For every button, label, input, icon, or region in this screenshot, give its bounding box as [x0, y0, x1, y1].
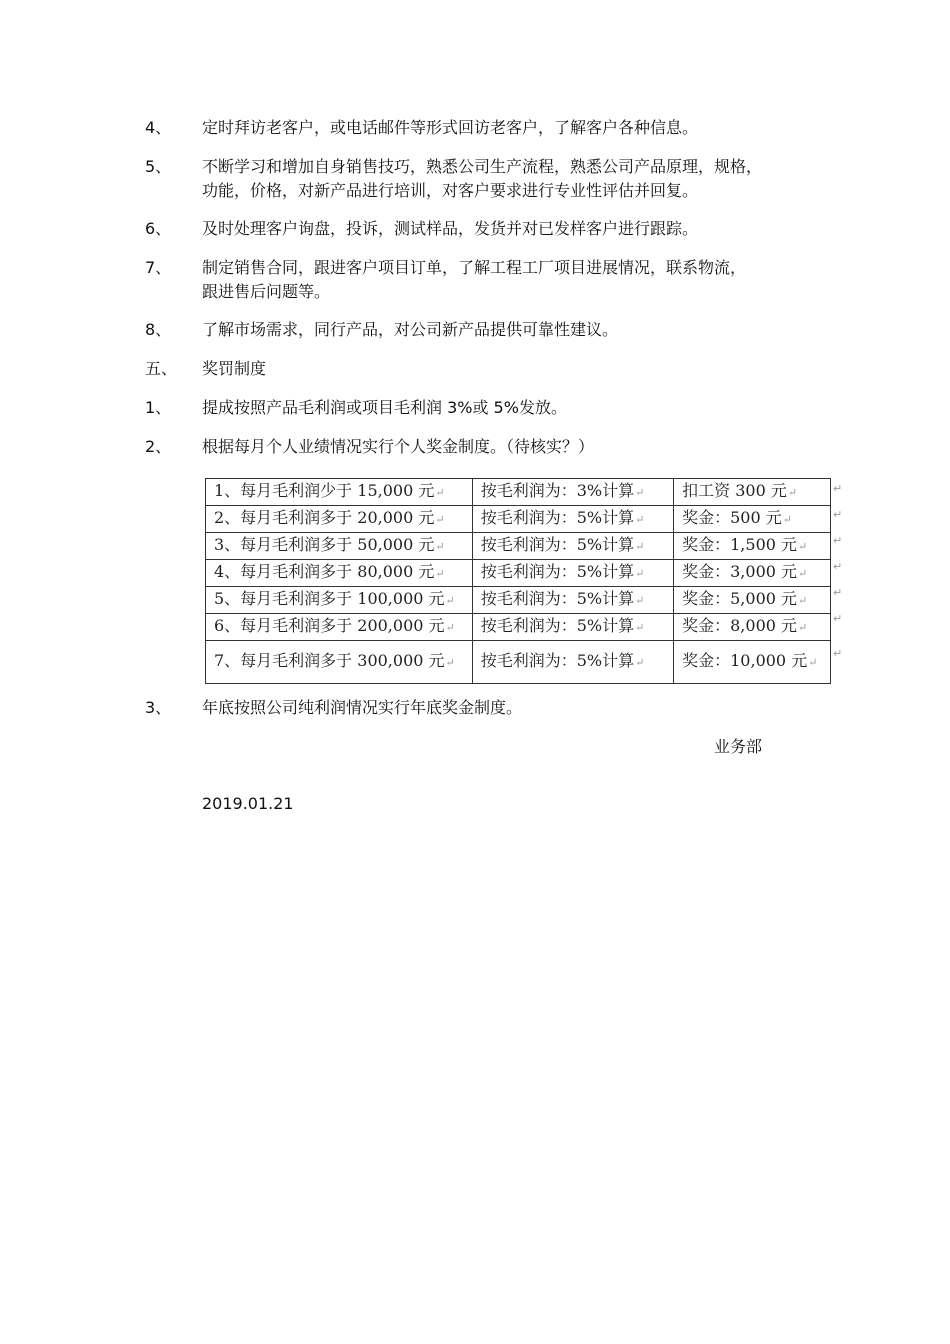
row-end-mark: ↵: [833, 586, 843, 599]
reward-cell: 奖金：10,000 元↵: [674, 641, 831, 684]
reward-cell: 扣工资 300 元↵: [674, 479, 831, 506]
item-number: 5、: [145, 157, 172, 176]
reward-cell: 奖金：1,500 元↵: [674, 533, 831, 560]
rate-cell: 按毛利润为：5%计算↵: [472, 560, 673, 587]
threshold-cell: 4、每月毛利润多于 80,000 元↵: [206, 560, 473, 587]
row-end-mark: ↵: [833, 508, 843, 521]
reward-cell: 奖金：8,000 元↵: [674, 614, 831, 641]
reward-cell: 奖金：3,000 元↵: [674, 560, 831, 587]
item-text: 及时处理客户询盘，投诉，测试样品，发货并对已发样客户进行跟踪。: [202, 219, 699, 238]
row-end-mark: ↵: [833, 612, 843, 625]
table-row: [206, 614, 831, 641]
item-text-line-1: 制定销售合同，跟进客户项目订单，了解工程工厂项目进展情况，联系物流，: [202, 258, 747, 277]
row-end-mark: ↵: [833, 482, 843, 495]
signature: 业务部: [714, 737, 763, 756]
item-number: 4、: [145, 118, 172, 137]
rule-text: 根据每月个人业绩情况实行个人奖金制度。（待核实？）: [202, 437, 595, 456]
rate-cell: 按毛利润为：5%计算↵: [472, 587, 673, 614]
section-number: 五、: [145, 359, 178, 378]
table-row: [206, 479, 831, 506]
row-end-mark: ↵: [833, 560, 843, 573]
table-row: [206, 587, 831, 614]
rate-cell: 按毛利润为：5%计算↵: [472, 506, 673, 533]
reward-cell: 奖金：500 元↵: [674, 506, 831, 533]
item-number: 7、: [145, 258, 172, 277]
rate-cell: 按毛利润为：5%计算↵: [472, 641, 673, 684]
table-row: [206, 533, 831, 560]
threshold-cell: 1、每月毛利润少于 15,000 元↵: [206, 479, 473, 506]
item-text: 了解市场需求，同行产品，对公司新产品提供可靠性建议。: [202, 320, 619, 339]
rule-number: 1、: [145, 398, 172, 417]
rate-cell: 按毛利润为：5%计算↵: [472, 614, 673, 641]
item-text-line-1: 不断学习和增加自身销售技巧，熟悉公司生产流程，熟悉公司产品原理，规格，: [202, 157, 763, 176]
rate-cell: 按毛利润为：5%计算↵: [472, 533, 673, 560]
section-title: 奖罚制度: [202, 359, 267, 378]
threshold-cell: 5、每月毛利润多于 100,000 元↵: [206, 587, 473, 614]
document-date: 2019.01.21: [202, 794, 294, 813]
row-end-mark: ↵: [833, 647, 843, 660]
item-number: 6、: [145, 219, 172, 238]
row-end-mark: ↵: [833, 534, 843, 547]
rate-cell: 按毛利润为：3%计算↵: [472, 479, 673, 506]
threshold-cell: 6、每月毛利润多于 200,000 元↵: [206, 614, 473, 641]
table-row: [206, 641, 831, 684]
item-text-line-2: 功能，价格，对新产品进行培训，对客户要求进行专业性评估并回复。: [202, 181, 699, 200]
rule-text: 提成按照产品毛利润或项目毛利润 3%或 5%发放。: [202, 398, 567, 417]
threshold-cell: 7、每月毛利润多于 300,000 元↵: [206, 641, 473, 684]
item-text-line-2: 跟进售后问题等。: [202, 282, 331, 301]
bonus-table: [205, 478, 831, 684]
rule-text: 年底按照公司纯利润情况实行年底奖金制度。: [202, 698, 523, 717]
item-number: 8、: [145, 320, 172, 339]
threshold-cell: 2、每月毛利润多于 20,000 元↵: [206, 506, 473, 533]
threshold-cell: 3、每月毛利润多于 50,000 元↵: [206, 533, 473, 560]
item-text: 定时拜访老客户，或电话邮件等形式回访老客户，了解客户各种信息。: [202, 118, 699, 137]
reward-cell: 奖金：5,000 元↵: [674, 587, 831, 614]
table-row: [206, 560, 831, 587]
rule-number: 3、: [145, 698, 172, 717]
table-row: [206, 506, 831, 533]
rule-number: 2、: [145, 437, 172, 456]
